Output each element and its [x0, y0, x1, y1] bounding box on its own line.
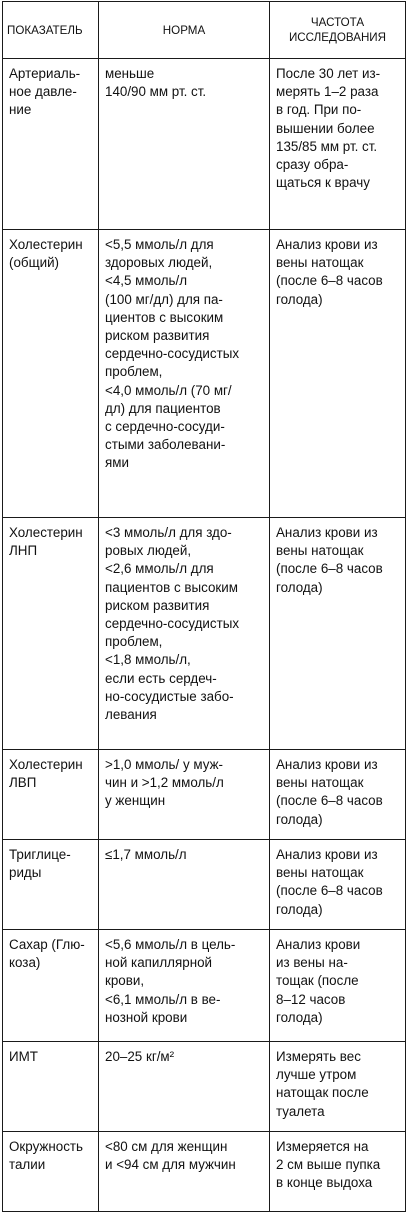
norm-cell-line: 140/90 мм рт. ст.	[105, 84, 207, 100]
frequency-cell-line: (после 6–8 часов	[276, 793, 383, 809]
indicator-cell-line: ИМТ	[9, 1049, 38, 1064]
indicator-cell-line: ное давле-	[9, 84, 77, 100]
frequency-cell-line: 8–12 часов	[276, 991, 346, 1007]
frequency-cell-line: голода)	[276, 901, 323, 917]
norm-cell-line: (100 мг/дл) для па-	[105, 291, 223, 307]
norm-cell-line: 20–25 кг/м²	[105, 1049, 175, 1064]
norm-cell-line: пациентов с высоким	[105, 579, 238, 595]
table-row	[3, 518, 406, 750]
norm-cell-line: ями	[105, 455, 129, 471]
frequency-cell	[270, 1132, 406, 1212]
header-frequency	[270, 2, 406, 59]
norm-cell-line: дл) для пациентов	[105, 400, 221, 416]
indicator-cell-line: Сахар (Глю-	[9, 937, 85, 952]
frequency-cell-line: 135/85 мм рт. ст.	[276, 138, 378, 154]
frequency-cell-line: голода)	[276, 811, 323, 827]
norm-cell	[99, 930, 270, 1042]
frequency-cell-line: голода)	[276, 291, 323, 307]
indicator-cell-line: Триглице-	[9, 847, 71, 862]
frequency-cell-line: в год. При по-	[276, 102, 362, 118]
norm-cell-line: ной капиллярной	[105, 955, 213, 971]
table-row	[3, 1132, 406, 1212]
indicator-cell	[3, 1132, 99, 1212]
frequency-cell-line: 2 см выше пупка	[276, 1157, 381, 1173]
indicator-cell-line: ЛНП	[9, 543, 38, 559]
frequency-cell-line: вены натощак	[276, 543, 364, 559]
table-row	[3, 840, 406, 930]
indicator-cell-line: риды	[9, 865, 42, 881]
indicator-cell	[3, 518, 99, 750]
indicator-cell	[3, 930, 99, 1042]
norm-cell-line: <5,6 ммоль/л в цель-	[105, 937, 236, 952]
header-frequency-line: ЧАСТОТА	[310, 16, 365, 29]
frequency-cell-line: вышении более	[276, 120, 375, 136]
table-row	[3, 59, 406, 230]
indicator-cell	[3, 1042, 99, 1132]
norm-cell-line: <5,5 ммоль/л для	[105, 237, 214, 252]
norm-cell-line: с сердечно-сосуди-	[105, 419, 225, 435]
norm-cell-line: риском развития	[105, 597, 210, 613]
table-row	[3, 1042, 406, 1132]
norm-cell-line: меньше	[105, 66, 155, 81]
frequency-cell-line: голода)	[276, 579, 323, 595]
indicator-cell-line: ЛВП	[9, 775, 37, 791]
indicator-cell	[3, 840, 99, 930]
frequency-cell-line: Анализ крови	[276, 937, 361, 952]
norm-cell-line: >1,0 ммоль/ у муж-	[105, 757, 223, 772]
norm-cell-line: <4,0 ммоль/л (70 мг/	[105, 382, 232, 398]
frequency-cell	[270, 750, 406, 840]
frequency-cell-line: лучше утром	[276, 1067, 357, 1083]
indicator-cell	[3, 230, 99, 518]
norm-cell-line: <2,6 ммоль/л для	[105, 561, 214, 577]
norm-cell	[99, 1042, 270, 1132]
norm-cell-line: но-сосудистые забо-	[105, 688, 234, 704]
frequency-cell-line: из вены на-	[276, 955, 348, 971]
indicator-cell-line: коза)	[9, 955, 41, 971]
norm-cell-line: риском развития	[105, 328, 210, 344]
norm-cell-line: чин и >1,2 ммоль/л	[105, 775, 224, 791]
norm-cell-line: и <94 см для мужчин	[105, 1157, 236, 1173]
frequency-cell-line: Измеряется на	[276, 1139, 369, 1154]
norm-cell-line: ровых людей,	[105, 543, 192, 559]
norm-cell-line: ≤1,7 ммоль/л	[105, 847, 187, 862]
norm-cell-line: <80 см для женщин	[105, 1139, 228, 1154]
frequency-cell-line: в конце выдоха	[276, 1175, 373, 1191]
norm-cell-line: крови,	[105, 973, 145, 989]
norm-cell-line: <1,8 ммоль/л,	[105, 652, 191, 668]
norm-cell-line: проблем,	[105, 364, 163, 380]
frequency-cell	[270, 1042, 406, 1132]
frequency-cell-line: вены натощак	[276, 775, 364, 791]
norm-cell-line: <4,5 ммоль/л	[105, 273, 188, 289]
frequency-cell	[270, 518, 406, 750]
norm-cell	[99, 1132, 270, 1212]
norm-cell-line: левания	[105, 707, 157, 723]
norm-cell-line: <3 ммоль/л для здо-	[105, 525, 232, 540]
frequency-cell-line: туалета	[276, 1103, 325, 1119]
indicator-cell-line: Холестерин	[9, 237, 83, 252]
frequency-cell-line: щаться к врачу	[276, 175, 370, 191]
indicator-cell-line: Холестерин	[9, 757, 83, 772]
frequency-cell-line: (после 6–8 часов	[276, 883, 383, 899]
frequency-cell	[270, 59, 406, 230]
header-indicator: ПОКАЗАТЕЛЬ	[3, 2, 99, 59]
frequency-cell-line: вены натощак	[276, 865, 364, 881]
frequency-cell-line: сразу обра-	[276, 157, 349, 173]
header-norm: НОРМА	[99, 2, 270, 59]
norm-cell-line: стыми заболевани-	[105, 437, 226, 453]
frequency-cell-line: Анализ крови из	[276, 757, 378, 772]
table-row	[3, 930, 406, 1042]
norm-cell-line: если есть сердеч-	[105, 670, 217, 686]
indicator-cell	[3, 750, 99, 840]
norm-cell	[99, 230, 270, 518]
frequency-cell-line: (после 6–8 часов	[276, 561, 383, 577]
norm-cell-line: проблем,	[105, 634, 163, 650]
frequency-cell-line: мерять 1–2 раза	[276, 84, 379, 100]
norm-cell-line: здоровых людей,	[105, 255, 213, 271]
table-row	[3, 750, 406, 840]
norm-cell-line: сердечно-сосудистых	[105, 346, 240, 362]
header-frequency-line: ИССЛЕДОВАНИЯ	[288, 31, 387, 44]
norm-cell	[99, 840, 270, 930]
indicator-cell-line: талии	[9, 1157, 46, 1173]
norm-cell-line: нозной крови	[105, 1009, 188, 1025]
frequency-cell	[270, 230, 406, 518]
norm-cell-line: у женщин	[105, 793, 166, 809]
frequency-cell-line: Измерять вес	[276, 1049, 361, 1064]
indicator-cell-line: Окружность	[9, 1139, 84, 1154]
frequency-cell-line: тощак (после	[276, 973, 359, 989]
frequency-cell	[270, 840, 406, 930]
norm-cell	[99, 59, 270, 230]
table-row	[3, 230, 406, 518]
frequency-cell-line: Анализ крови из	[276, 525, 378, 540]
norm-cell	[99, 750, 270, 840]
frequency-cell-line: вены натощак	[276, 255, 364, 271]
norm-cell-line: сердечно-сосудистых	[105, 616, 240, 632]
frequency-cell-line: натощак после	[276, 1085, 369, 1101]
indicator-cell-line: (общий)	[9, 255, 60, 271]
frequency-cell-line: Анализ крови из	[276, 847, 378, 862]
frequency-cell-line: (после 6–8 часов	[276, 273, 383, 289]
norm-cell	[99, 518, 270, 750]
frequency-cell-line: голода)	[276, 1009, 323, 1025]
indicator-cell-line: ние	[9, 102, 32, 118]
indicator-cell-line: Артериаль-	[9, 66, 81, 81]
frequency-cell	[270, 930, 406, 1042]
indicator-cell-line: Холестерин	[9, 525, 83, 540]
norm-cell-line: циентов с высоким	[105, 309, 224, 325]
table-header-row	[3, 2, 406, 59]
frequency-cell-line: Анализ крови из	[276, 237, 378, 252]
health-indicators-table	[2, 1, 406, 1212]
indicator-cell	[3, 59, 99, 230]
frequency-cell-line: После 30 лет из-	[276, 66, 381, 81]
norm-cell-line: <6,1 ммоль/л в ве-	[105, 991, 221, 1007]
